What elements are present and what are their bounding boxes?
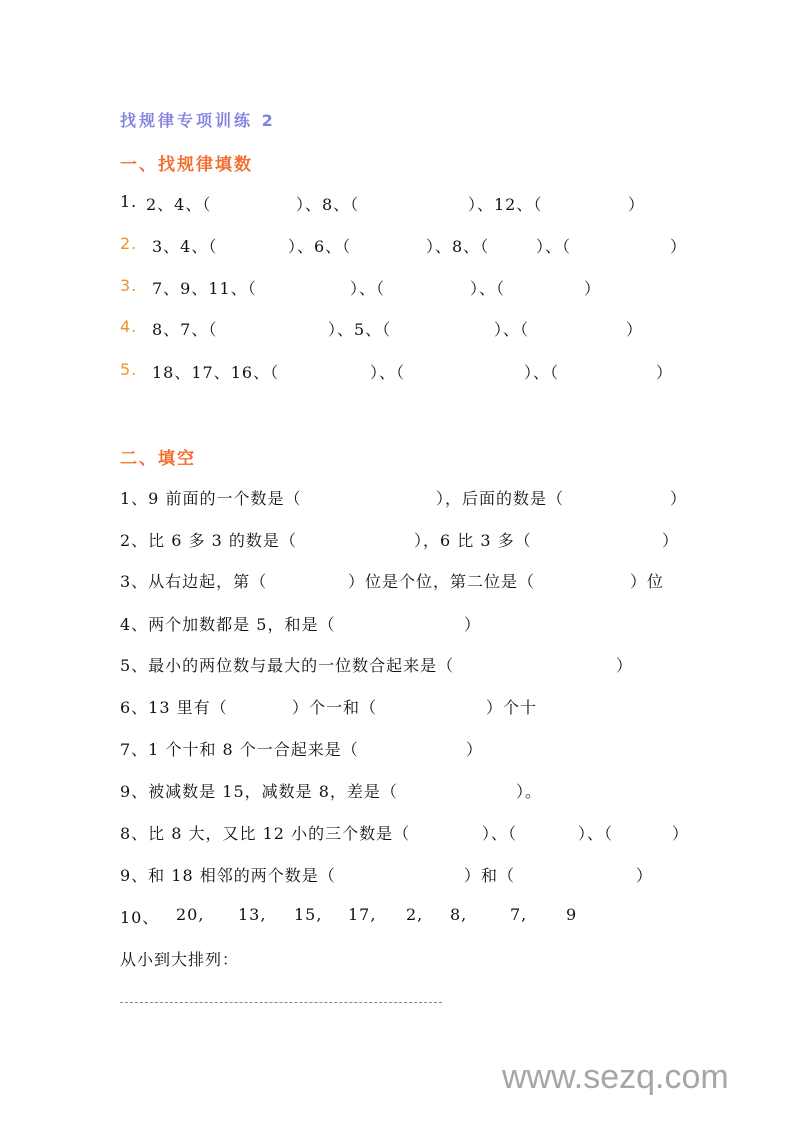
item-text: 8、比 8 大，又比 12 小的三个数是（: [120, 824, 411, 843]
sort-label: 从小到大排列：: [120, 950, 240, 969]
item-text: ）: [616, 656, 634, 675]
item-text: ）: [626, 320, 644, 339]
number-value: 15,: [294, 905, 323, 924]
item-text: ）: [670, 237, 688, 256]
item-text: 3、4、（: [152, 237, 218, 256]
section-heading-1: 一、找规律填数: [120, 155, 253, 175]
item-number: 4.: [120, 317, 138, 336]
item-text: ）、5、（: [328, 320, 392, 339]
item-text: ）: [628, 195, 646, 214]
number-value: 20,: [176, 905, 205, 924]
item-text: ）、6、（: [288, 237, 352, 256]
number-value: 7,: [510, 905, 528, 924]
item-text: 6、13 里有（: [120, 698, 228, 717]
item-number: 3.: [120, 276, 138, 295]
item-text: ）。: [516, 782, 543, 801]
watermark: www.sezq.com: [502, 1058, 729, 1096]
item-text: 2、4、（: [146, 195, 212, 214]
item-text: ）: [656, 363, 674, 382]
item-text: ）: [672, 824, 690, 843]
item-text: ）、（: [370, 363, 406, 382]
number-value: 2,: [406, 905, 424, 924]
item-text: 7、9、11、（: [152, 279, 257, 298]
item-text: 5、最小的两位数与最大的一位数合起来是（: [120, 656, 455, 675]
item-text: 10、: [120, 908, 160, 927]
item-text: ）: [464, 615, 482, 634]
item-text: ）: [662, 531, 680, 550]
item-number: 1.: [120, 192, 138, 211]
item-number: 2.: [120, 234, 138, 253]
item-text: ）、（: [494, 320, 530, 339]
item-text: ）个一和（: [292, 698, 378, 717]
item-text: 3、从右边起，第（: [120, 572, 268, 591]
item-text: ）、（: [524, 363, 560, 382]
number-value: 17,: [348, 905, 377, 924]
item-text: 9、和 18 相邻的两个数是（: [120, 866, 336, 885]
document-title: 找规律专项训练 2: [120, 111, 276, 130]
item-text: ）个十: [486, 698, 538, 717]
item-text: 18、17、16、（: [152, 363, 280, 382]
answer-line: [120, 1002, 442, 1003]
item-text: ）和（: [464, 866, 516, 885]
item-text: ）: [584, 279, 602, 298]
item-text: 7、1 个十和 8 个一合起来是（: [120, 740, 359, 759]
number-value: 13,: [238, 905, 267, 924]
item-text: ）、8、（: [296, 195, 360, 214]
item-text: ）、（: [470, 279, 506, 298]
item-text: ）位是个位，第二位是（: [348, 572, 536, 591]
item-text: ）、12、（: [468, 195, 543, 214]
item-text: ）、（: [350, 279, 386, 298]
item-text: ）、（: [536, 237, 572, 256]
item-text: ）: [670, 489, 688, 508]
item-text: 8、7、（: [152, 320, 218, 339]
item-text: 2、比 6 多 3 的数是（: [120, 531, 297, 550]
item-text: 9、被减数是 15，减数是 8，差是（: [120, 782, 398, 801]
item-text: ），后面的数是（: [436, 489, 565, 508]
item-text: ）、8、（: [426, 237, 490, 256]
number-value: 9: [566, 905, 578, 924]
item-text: ）位: [630, 572, 665, 591]
item-number: 5.: [120, 360, 138, 379]
number-value: 8,: [450, 905, 468, 924]
item-text: ）: [466, 740, 484, 759]
item-text: ）、（: [482, 824, 518, 843]
section-heading-2: 二、填空: [120, 449, 196, 469]
item-text: ）: [636, 866, 654, 885]
item-text: 1、9 前面的一个数是（: [120, 489, 302, 508]
item-text: ）、（: [578, 824, 614, 843]
item-text: ），6 比 3 多（: [414, 531, 532, 550]
item-text: 4、两个加数都是 5，和是（: [120, 615, 336, 634]
